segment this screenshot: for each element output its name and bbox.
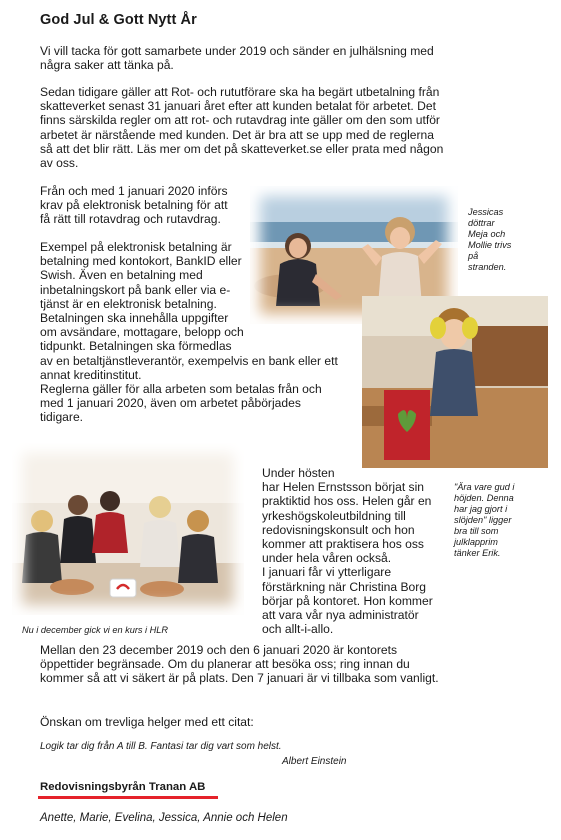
caption-line: bra till som <box>454 526 499 536</box>
caption-line: höjden. Denna <box>454 493 514 503</box>
text-line: av en betaltjänstleverantör, exempelvis en bank eller ett <box>40 353 338 368</box>
caption-line: tänker Erik. <box>454 548 501 558</box>
helen-paragraph <box>262 466 452 636</box>
company-name: Redovisningsbyrån Tranan AB <box>40 781 206 793</box>
wish-text: Önskan om trevliga helger med ett citat: <box>40 715 254 729</box>
caption-line: stranden. <box>468 262 507 272</box>
hlr-caption: Nu i december gick vi en kurs i HLR <box>22 625 169 635</box>
quote-author: Albert Einstein <box>282 756 347 767</box>
caption-line: Jessicas <box>468 207 504 217</box>
caption-line: "Ära vare gud i <box>454 482 515 492</box>
hlr-course-photo <box>12 443 244 615</box>
caption-line: döttrar <box>468 218 495 228</box>
text-line: börjar på kontoret. Hon kommer <box>262 593 433 608</box>
text-line: I januari får vi ytterligare <box>262 565 392 580</box>
company-underline <box>38 796 218 799</box>
text-line: Betalningen ska innehålla uppgifter <box>40 311 229 326</box>
erik-woodwork-photo <box>362 296 548 468</box>
text-line: inbetalningskort på bank eller via e- <box>40 282 231 297</box>
caption-line: julklapprim <box>454 537 498 547</box>
caption-line: Meja och <box>468 229 506 239</box>
text-line: annat kreditinstitut. <box>40 367 142 382</box>
text-line: om avsändare, mottagare, belopp och <box>40 325 244 340</box>
text-line: förstärkning när Christina Borg <box>262 579 427 594</box>
elektronisk-betalning-krav-paragraph: Från och med 1 januari 2020 införs krav på elektronisk betalning för att få rätt till rotavdrag och rutavdrag. <box>40 184 228 227</box>
text-line: praktiktid hos oss. Helen går en <box>262 494 432 509</box>
oppettider-paragraph: Mellan den 23 december 2019 och den 6 januari 2020 är kontorets öppettider begränsade. Om du planerar att besöka oss; ring innan du kommer så att vi säkert är på plats. Den 7 januari är vi tillbaka som vanligt. <box>40 643 439 686</box>
reglerna-paragraph: Reglerna gäller för alla arbeten som betalas från och med 1 januari 2020, även om arbetet påbörjades tidigare. <box>40 382 322 425</box>
caption-line: slöjden" ligger <box>454 515 512 525</box>
staff-names: Anette, Marie, Evelina, Jessica, Annie och Helen <box>40 812 288 824</box>
caption-line: på <box>468 251 479 261</box>
text-line: Exempel på elektronisk betalning är <box>40 240 232 254</box>
text-line: yrkeshögskoleutbildning till <box>262 508 406 523</box>
text-line: Swish. Även en betalning med <box>40 268 203 283</box>
text-line: betalning med kontokort, BankID eller <box>40 254 242 269</box>
text-line: Under hösten <box>262 466 335 480</box>
text-line: redovisningskonsult och hon <box>262 522 415 537</box>
page-title: God Jul & Gott Nytt År <box>40 12 197 28</box>
beach-caption <box>468 207 548 273</box>
caption-line: Mollie trivs <box>468 240 512 250</box>
intro-paragraph: Vi vill tacka för gott samarbete under 2019 och sänder en julhälsning med några saker att tänka på. <box>40 44 434 73</box>
erik-caption <box>454 482 554 559</box>
text-line: att vara vår nya administratör <box>262 608 419 623</box>
text-line: och allt-i-allo. <box>262 622 334 637</box>
text-line: har Helen Ernstsson börjat sin <box>262 480 425 495</box>
text-line: under hela våren också. <box>262 551 392 566</box>
caption-line: har jag gjort i <box>454 504 508 514</box>
text-line: tjänst är en elektronisk betalning. <box>40 296 217 311</box>
text-line: kommer att praktisera hos oss <box>262 537 424 552</box>
rot-rut-paragraph: Sedan tidigare gäller att Rot- och rututförare ska ha begärt utbetalning från skatteverket senast 31 januari året efter att kunden betalat för arbetet. Det finns särskilda regler om att rot- och rutavdrag inte gäller om den som utför arbetet är närstående med kunden. Det är bra att se upp med de reglerna så att det blir rätt. Läs mer om det på skatteverket.se eller prata med någon av oss. <box>40 85 444 171</box>
text-line: tidpunkt. Betalningen ska förmedlas <box>40 339 232 354</box>
quote-text: Logik tar dig från A till B. Fantasi tar dig vart som helst. <box>40 741 282 752</box>
